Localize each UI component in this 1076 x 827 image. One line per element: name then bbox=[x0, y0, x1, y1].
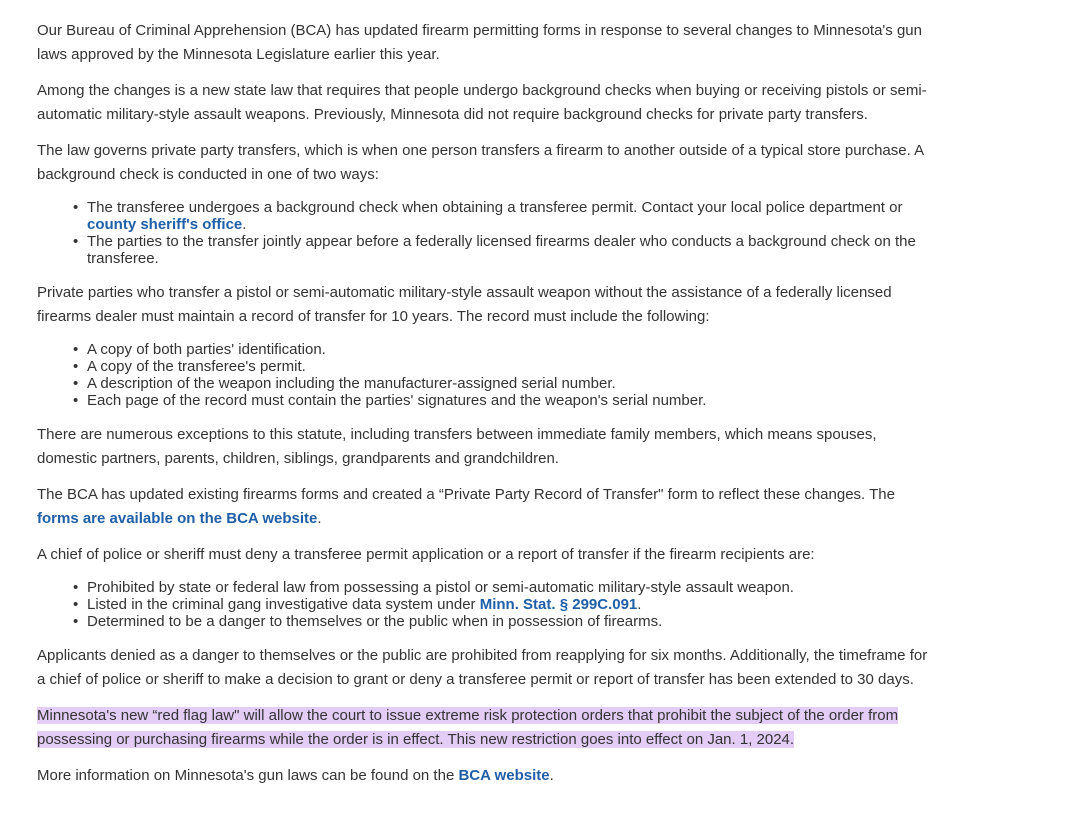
record-requirements-list bbox=[37, 341, 932, 409]
bca-forms-link[interactable]: forms are available on the BCA website bbox=[37, 510, 318, 527]
list-item: • A copy of both parties' identification. bbox=[73, 341, 326, 358]
bullet-icon: • bbox=[73, 596, 79, 613]
list-item: • The parties to the transfer jointly appear before a federally licensed firearms dealer who conducts a background check on the transferee. bbox=[73, 233, 916, 267]
list-item: • Each page of the record must contain the parties' signatures and the weapon's serial number. bbox=[73, 392, 707, 409]
red-flag-law-paragraph bbox=[37, 704, 932, 752]
intro-paragraph: Our Bureau of Criminal Apprehension (BCA) has updated firearm permitting forms in response to several changes to Minnesota's gun laws approved by the Minnesota Legislature earlier this year. bbox=[37, 22, 922, 63]
bullet-icon: • bbox=[73, 375, 79, 392]
exceptions-paragraph: There are numerous exceptions to this statute, including transfers between immediate family members, which means spouses, domestic partners, parents, children, siblings, grandparents and grandchildren. bbox=[37, 426, 877, 467]
bullet-icon: • bbox=[73, 392, 79, 409]
changes-paragraph: Among the changes is a new state law that requires that people undergo background checks when buying or receiving pistols or semi-automatic military-style assault weapons. Previously, Minnesota did not require background checks for private party transfers. bbox=[37, 82, 927, 123]
bca-website-link[interactable]: BCA website bbox=[458, 767, 550, 784]
list-item: • A description of the weapon including the manufacturer-assigned serial number. bbox=[73, 375, 616, 392]
list-item: • A copy of the transferee's permit. bbox=[73, 358, 306, 375]
bullet-icon: • bbox=[73, 199, 79, 216]
denial-paragraph: A chief of police or sheriff must deny a transferee permit application or a report of transfer if the firearm recipients are: bbox=[37, 546, 815, 563]
forms-paragraph: The BCA has updated existing firearms forms and created a “Private Party Record of Transfer" form to reflect these changes. The forms are available on the BCA website. bbox=[37, 486, 895, 527]
more-information-paragraph: More information on Minnesota's gun laws can be found on the BCA website. bbox=[37, 767, 554, 784]
minn-stat-299c091-link[interactable]: Minn. Stat. § 299C.091 bbox=[479, 596, 638, 613]
bullet-icon: • bbox=[73, 579, 79, 596]
county-sheriffs-office-link[interactable]: county sheriff's office bbox=[87, 216, 243, 233]
record-of-transfer-paragraph: Private parties who transfer a pistol or semi-automatic military-style assault weapon without the assistance of a federally licensed firearms dealer must maintain a record of transfer for 10 years. The record must include the following: bbox=[37, 284, 892, 325]
bullet-icon: • bbox=[73, 358, 79, 375]
bullet-icon: • bbox=[73, 233, 79, 250]
list-item: • Determined to be a danger to themselves or the public when in possession of firearms. bbox=[73, 613, 663, 630]
private-transfer-paragraph: The law governs private party transfers, which is when one person transfers a firearm to another outside of a typical store purchase. A background check is conducted in one of two ways: bbox=[37, 142, 924, 183]
denial-reasons-list bbox=[37, 579, 932, 630]
reapplying-paragraph: Applicants denied as a danger to themselves or the public are prohibited from reapplying for six months. Additionally, the timeframe for a chief of police or sheriff to make a decision to grant or deny a transferee permit or report of transfer has been extended to 30 days. bbox=[37, 647, 928, 688]
bullet-icon: • bbox=[73, 613, 79, 630]
bullet-icon: • bbox=[73, 341, 79, 358]
list-item: • Listed in the criminal gang investigative data system under Minn. Stat. § 299C.091. bbox=[73, 596, 642, 613]
list-item: • Prohibited by state or federal law from possessing a pistol or semi-automatic military-style assault weapon. bbox=[73, 579, 794, 596]
list-item: • The transferee undergoes a background check when obtaining a transferee permit. Contact your local police department or county sheriff's office. bbox=[73, 199, 903, 233]
background-check-methods-list bbox=[37, 199, 932, 267]
highlighted-text: Minnesota's new “red flag law" will allow the court to issue extreme risk protection orders that prohibit the subject of the order from possessing or purchasing firearms while the order is in effect. This new restriction goes into effect on Jan. 1, 2024. bbox=[37, 707, 899, 748]
